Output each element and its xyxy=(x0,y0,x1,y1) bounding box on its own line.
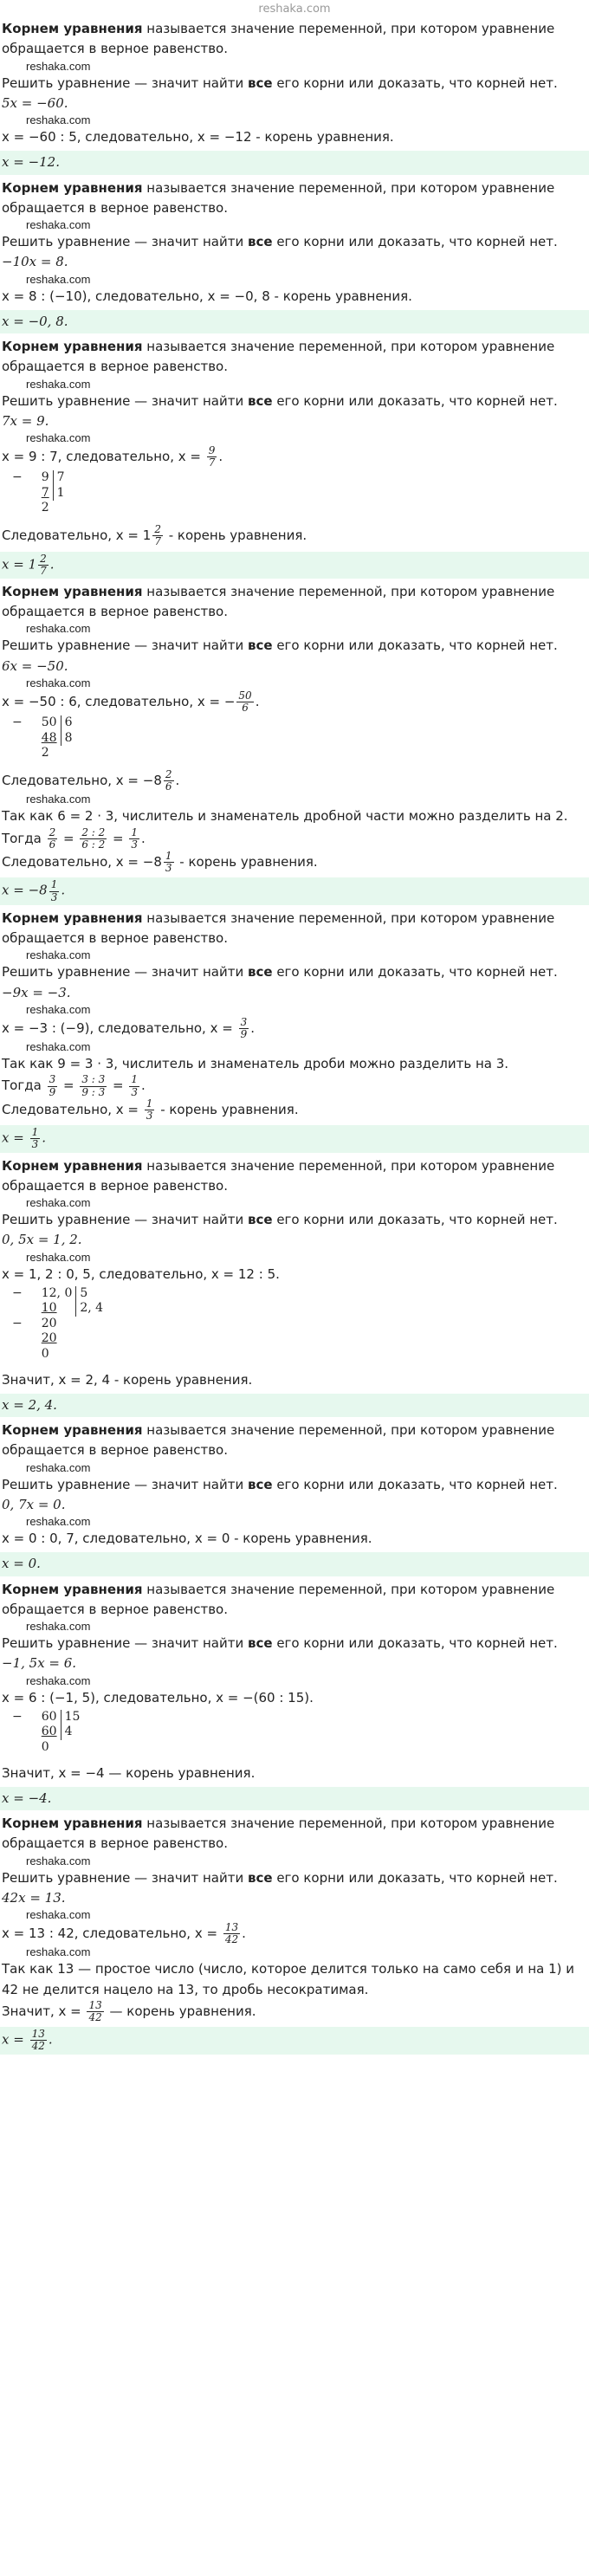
fraction-numerator: 2 xyxy=(49,825,56,838)
solve-rule-text xyxy=(0,962,589,982)
text-run: 42x = 13. xyxy=(2,1889,66,1906)
fraction-denominator: 42 xyxy=(224,1933,239,1946)
long-division-table xyxy=(9,1710,83,1756)
solve-rule-after: его корни или доказать, что корней нет. xyxy=(272,638,558,654)
solve-rule-after: его корни или доказать, что корней нет. xyxy=(272,1635,558,1651)
definition-text xyxy=(0,1580,589,1621)
text-run: x = 2, 4. xyxy=(2,1396,57,1413)
fraction-denominator: 9 xyxy=(240,1027,248,1040)
solve-rule-text xyxy=(0,1868,589,1888)
equation-e xyxy=(0,983,589,1003)
fraction xyxy=(239,1017,249,1040)
long-division-table xyxy=(9,715,75,761)
text-run: x = 6 : (−1, 5), следовательно, x = −(60 : 15). xyxy=(2,1689,314,1705)
fraction-numerator: 1 xyxy=(146,1097,153,1110)
text-run: Тогда xyxy=(2,1078,42,1094)
solve-rule-after: его корни или доказать, что корней нет. xyxy=(272,1212,558,1227)
division-minus-sign xyxy=(9,1301,38,1317)
fraction-numerator: 2 : 2 xyxy=(81,825,106,838)
fraction-numerator: 50 xyxy=(238,689,252,702)
division-spacer xyxy=(9,486,38,502)
division-spacer xyxy=(76,1317,107,1332)
division-spacer xyxy=(61,746,75,761)
solve-rule-bold: все xyxy=(247,1476,273,1492)
solve-rule-before: Решить уравнение — значит найти xyxy=(2,1635,248,1651)
solve-rule-before: Решить уравнение — значит найти xyxy=(2,1869,248,1886)
text-run: Следовательно, x = −8 xyxy=(2,854,162,871)
solve-rule-text xyxy=(0,1634,589,1654)
division-minus-sign: − xyxy=(12,470,23,485)
solve-rule-text xyxy=(0,74,589,94)
division-subtrahend: 48 xyxy=(41,730,57,745)
text-run: Значит, x = xyxy=(2,2003,86,2020)
fraction-numerator: 3 xyxy=(240,1015,248,1028)
text-run: — корень уравнения. xyxy=(105,2003,256,2020)
division-remainder: 0 xyxy=(41,1739,49,1754)
solve-rule-text xyxy=(0,1210,589,1230)
fraction-denominator: 6 xyxy=(49,838,56,851)
conclusion-line xyxy=(0,1370,589,1390)
note-line xyxy=(0,1054,589,1074)
fraction xyxy=(164,851,174,874)
definition-text xyxy=(0,582,589,623)
solve-rule-bold: все xyxy=(247,392,273,409)
definition-text xyxy=(0,337,589,378)
text-run: . xyxy=(42,1129,46,1146)
solve-rule-after: его корни или доказать, что корней нет. xyxy=(272,1476,558,1492)
text-run xyxy=(42,831,46,846)
text-run: x = 9 : 7, следовательно, x = xyxy=(2,449,205,465)
long-division-table xyxy=(9,470,68,516)
fraction-denominator: 9 xyxy=(49,1085,56,1098)
answer-box xyxy=(0,1125,589,1152)
fraction-numerator: 13 xyxy=(224,1921,239,1933)
fraction-numerator: 13 xyxy=(31,2028,45,2041)
definition-body: называется значение переменной, при котором уравнение обращается в верное равенство. xyxy=(2,179,555,216)
fraction xyxy=(223,1922,240,1945)
watermark-text: reshaka.com xyxy=(26,1673,91,1687)
solve-rule-bold: все xyxy=(247,638,273,654)
solution-line xyxy=(0,1265,589,1285)
division-quotient: 2, 4 xyxy=(76,1301,107,1317)
fraction-numerator: 1 xyxy=(131,825,139,838)
fraction xyxy=(48,827,58,851)
text-run: x = 13 : 42, следовательно, x = xyxy=(2,1926,222,1942)
text-run: Следовательно, x = xyxy=(2,1101,143,1117)
fraction-numerator: 1 xyxy=(131,1073,139,1086)
division-step: 12, 0 xyxy=(41,1285,73,1300)
division-spacer xyxy=(61,1740,83,1756)
text-run: −1, 5x = 6. xyxy=(2,1655,77,1672)
text-run: - корень уравнения. xyxy=(156,1101,299,1117)
fraction xyxy=(80,827,107,851)
division-quotient: 8 xyxy=(61,731,75,747)
division-step: 0 xyxy=(41,1346,49,1361)
solve-rule-text xyxy=(0,1475,589,1495)
text-run: −9x = −3. xyxy=(2,984,71,1000)
division-subtrahend: 60 xyxy=(41,1725,57,1739)
text-run: = xyxy=(108,1078,128,1094)
division-spacer xyxy=(53,501,68,516)
answer-box xyxy=(0,1552,589,1576)
text-run: x = −50 : 6, следовательно, x = − xyxy=(2,694,236,710)
solve-rule-text xyxy=(0,392,589,411)
text-run: Значит, x = −4 — корень уравнения. xyxy=(2,1764,256,1781)
text-run xyxy=(42,1078,46,1094)
solve-rule-before: Решить уравнение — значит найти xyxy=(2,1476,248,1492)
division-minus-sign xyxy=(9,1347,38,1362)
definition-body: называется значение переменной, при котором уравнение обращается в верное равенство. xyxy=(2,909,555,946)
watermark-text: reshaka.com xyxy=(26,622,91,636)
definition-term: Корнем уравнения xyxy=(2,1422,143,1438)
watermark-text: reshaka.com xyxy=(26,272,91,286)
division-dividend: 9 xyxy=(41,470,49,485)
division-remainder: 2 xyxy=(41,746,49,761)
text-run: Значит, x = 2, 4 - корень уравнения. xyxy=(2,1371,253,1388)
watermark-text: reshaka.com xyxy=(26,218,91,231)
answer-box xyxy=(0,151,589,174)
text-run: . xyxy=(48,2031,53,2048)
solve-rule-bold: все xyxy=(247,964,273,981)
watermark-text: reshaka.com xyxy=(26,1040,91,1054)
conclusion-line xyxy=(0,1764,589,1783)
text-run: Следовательно, x = −8 xyxy=(2,773,162,789)
text-run: x = 1, 2 : 0, 5, следовательно, x = 12 : 5. xyxy=(2,1265,280,1282)
division-spacer xyxy=(9,1725,38,1740)
watermark-text: reshaka.com xyxy=(26,1908,91,1921)
watermark-text: reshaka.com xyxy=(26,1196,91,1209)
final-line xyxy=(0,1098,589,1122)
text-run: . xyxy=(141,830,146,846)
fraction-denominator: 3 xyxy=(131,838,139,851)
solve-rule-bold: все xyxy=(247,74,273,91)
fraction-denominator: 6 xyxy=(242,702,249,715)
text-run: Так как 9 = 3 · 3, числитель и знаменатель дроби можно разделить на 3. xyxy=(2,1056,509,1072)
fraction-numerator: 3 : 3 xyxy=(81,1073,106,1086)
equation-g xyxy=(0,1495,589,1515)
division-spacer xyxy=(9,501,38,516)
division-remainder: 2 xyxy=(41,501,49,515)
final-line xyxy=(0,851,589,874)
fraction xyxy=(80,1074,107,1097)
definition-body: называется значение переменной, при котором уравнение обращается в верное равенство. xyxy=(2,1581,555,1617)
fraction xyxy=(38,553,49,577)
division-divisor: 6 xyxy=(61,715,75,731)
fraction-denominator: 3 xyxy=(131,1085,139,1098)
definition-body: называется значение переменной, при котором уравнение обращается в верное равенство. xyxy=(2,339,555,375)
watermark-text: reshaka.com xyxy=(26,1460,91,1474)
division-minus-sign: − xyxy=(12,1285,23,1300)
text-run: - корень уравнения. xyxy=(164,527,307,544)
text-run: 5x = −60. xyxy=(2,94,68,111)
text-run: = xyxy=(108,830,128,846)
solve-rule-bold: все xyxy=(247,1212,273,1227)
division-minus-sign: − xyxy=(12,1316,23,1330)
division-minus-sign: − xyxy=(12,715,23,730)
division-dividend: 60 xyxy=(41,1709,57,1724)
division-spacer xyxy=(76,1331,107,1347)
text-run: Следовательно, x = 1 xyxy=(2,527,152,544)
definition-text xyxy=(0,1421,589,1461)
fraction xyxy=(129,1074,139,1097)
fraction xyxy=(48,1074,58,1097)
text-run: x = −12. xyxy=(2,154,60,171)
watermark-text: reshaka.com xyxy=(26,1945,91,1959)
fraction-numerator: 2 xyxy=(40,552,47,565)
definition-term: Корнем уравнения xyxy=(2,179,143,196)
fraction-numerator: 3 xyxy=(49,1073,56,1086)
equation-b xyxy=(0,252,589,272)
solve-rule-before: Решить уравнение — значит найти xyxy=(2,392,248,409)
solve-rule-after: его корни или доказать, что корней нет. xyxy=(272,964,558,981)
division-divisor: 15 xyxy=(61,1710,83,1725)
long-division xyxy=(9,1286,107,1362)
fraction-denominator: 7 xyxy=(154,535,161,548)
fraction-numerator: 9 xyxy=(208,444,216,456)
definition-body: называется значение переменной, при котором уравнение обращается в верное равенство. xyxy=(2,1422,555,1459)
division-spacer xyxy=(9,731,38,747)
text-run: = xyxy=(59,830,79,846)
solve-rule-after: его корни или доказать, что корней нет. xyxy=(272,234,558,249)
division-spacer xyxy=(9,746,38,761)
text-run: x = xyxy=(2,2031,29,2048)
fraction xyxy=(236,690,253,714)
watermark-text: reshaka.com xyxy=(26,793,91,806)
solve-rule-bold: все xyxy=(247,1869,273,1886)
fraction-numerator: 1 xyxy=(31,1126,39,1139)
solve-rule-before: Решить уравнение — значит найти xyxy=(2,74,248,91)
solve-rule-bold: все xyxy=(247,234,273,249)
equation-a xyxy=(0,94,589,113)
watermark-text: reshaka.com xyxy=(26,59,91,73)
solve-rule-after: его корни или доказать, что корней нет. xyxy=(272,1869,558,1886)
solve-rule-before: Решить уравнение — значит найти xyxy=(2,234,248,249)
text-run: Тогда xyxy=(2,830,42,846)
note-line xyxy=(0,1959,589,2000)
equation-h xyxy=(0,1654,589,1673)
definition-text xyxy=(0,1814,589,1854)
long-division xyxy=(9,1710,83,1756)
fraction xyxy=(30,1127,41,1150)
text-run: . xyxy=(250,1019,255,1036)
conclusion-line xyxy=(0,524,589,547)
fraction-denominator: 6 : 2 xyxy=(81,838,106,851)
fraction-denominator: 3 xyxy=(31,1138,39,1151)
equation-c xyxy=(0,411,589,431)
text-run: x = 1 xyxy=(2,556,37,573)
watermark-text: reshaka.com xyxy=(26,1002,91,1016)
fraction-denominator: 3 xyxy=(146,1109,153,1122)
note-line xyxy=(0,806,589,826)
fraction-denominator: 7 xyxy=(208,456,216,469)
division-step: 20 xyxy=(41,1331,57,1346)
division-minus-sign: − xyxy=(12,1709,23,1724)
conclusion-line xyxy=(0,769,589,793)
watermark-text: reshaka.com xyxy=(26,1854,91,1867)
text-run: x = −60 : 5, следовательно, x = −12 - корень уравнения. xyxy=(2,129,394,145)
solution-line xyxy=(0,1017,589,1040)
division-step: 10 xyxy=(41,1301,57,1316)
text-run: . xyxy=(61,883,66,899)
division-divisor: 7 xyxy=(53,470,68,486)
text-run: Так как 13 — простое число (число, которое делится только на само себя и на 1) и 42 не делится нацело на 13, то дробь несократимая. xyxy=(2,1961,575,1997)
solution-line xyxy=(0,1688,589,1708)
fraction xyxy=(152,524,163,547)
text-run: 0, 7x = 0. xyxy=(2,1496,66,1512)
equation-d xyxy=(0,657,589,676)
solution-line xyxy=(0,690,589,714)
solve-rule-before: Решить уравнение — значит найти xyxy=(2,964,248,981)
watermark-text: reshaka.com xyxy=(26,1515,91,1528)
definition-text xyxy=(0,1156,589,1197)
fraction xyxy=(30,2029,47,2052)
text-run: x = 8 : (−10), следовательно, x = −0, 8 - корень уравнения. xyxy=(2,288,412,304)
fraction-numerator: 1 xyxy=(165,850,172,862)
solve-rule-before: Решить уравнение — значит найти xyxy=(2,638,248,654)
text-run: x = −8 xyxy=(2,883,48,899)
definition-term: Корнем уравнения xyxy=(2,1581,143,1597)
text-run: Так как 6 = 2 · 3, числитель и знаменатель дробной части можно разделить на 2. xyxy=(2,808,568,825)
text-run: . xyxy=(141,1078,146,1094)
text-run: 0, 5x = 1, 2. xyxy=(2,1232,82,1248)
answer-box xyxy=(0,1394,589,1417)
reduction-line xyxy=(0,827,589,851)
division-divisor: 5 xyxy=(76,1286,107,1302)
watermark-text: reshaka.com xyxy=(26,948,91,962)
solution-line xyxy=(0,1922,589,1945)
answer-box xyxy=(0,2027,589,2054)
fraction-numerator: 2 xyxy=(154,523,161,536)
fraction xyxy=(207,445,217,469)
long-division xyxy=(9,715,75,761)
division-spacer xyxy=(76,1347,107,1362)
text-run: . xyxy=(49,556,55,573)
solutions-container xyxy=(0,19,589,2055)
definition-text xyxy=(0,19,589,60)
final-line xyxy=(0,2000,589,2023)
division-dividend: 50 xyxy=(41,715,57,730)
equation-i xyxy=(0,1888,589,1908)
solve-rule-before: Решить уравнение — значит найти xyxy=(2,1212,248,1227)
fraction xyxy=(87,2000,103,2023)
definition-term: Корнем уравнения xyxy=(2,909,143,926)
definition-body: называется значение переменной, при котором уравнение обращается в верное равенство. xyxy=(2,21,555,57)
solution-line xyxy=(0,445,589,469)
fraction-denominator: 3 xyxy=(50,890,58,903)
text-run: x = −0, 8. xyxy=(2,313,68,329)
text-run: x = xyxy=(2,1129,29,1146)
answer-box xyxy=(0,310,589,333)
fraction-numerator: 2 xyxy=(165,768,172,780)
definition-term: Корнем уравнения xyxy=(2,1157,143,1174)
definition-term: Корнем уравнения xyxy=(2,583,143,599)
fraction-denominator: 6 xyxy=(165,780,172,793)
fraction-numerator: 13 xyxy=(88,1998,102,2011)
fraction-denominator: 7 xyxy=(40,564,47,577)
fraction-numerator: 1 xyxy=(50,878,58,891)
watermark-text: reshaka.com xyxy=(26,377,91,391)
equation-f xyxy=(0,1230,589,1250)
solve-rule-after: его корни или доказать, что корней нет. xyxy=(272,74,558,91)
fraction xyxy=(49,879,60,903)
solution-line xyxy=(0,1529,589,1549)
definition-term: Корнем уравнения xyxy=(2,1815,143,1831)
watermark-text: reshaka.com xyxy=(26,676,91,689)
definition-body: называется значение переменной, при котором уравнение обращается в верное равенство. xyxy=(2,583,555,620)
division-spacer xyxy=(9,1740,38,1756)
solve-rule-bold: все xyxy=(247,1635,273,1651)
text-run: 7x = 9. xyxy=(2,412,49,429)
definition-term: Корнем уравнения xyxy=(2,21,143,36)
fraction xyxy=(145,1098,155,1122)
solution-line xyxy=(0,127,589,147)
watermark-text: reshaka.com xyxy=(26,113,91,126)
fraction-denominator: 3 xyxy=(165,862,172,875)
definition-body: называется значение переменной, при котором уравнение обращается в верное равенство. xyxy=(2,1815,555,1852)
division-quotient: 4 xyxy=(61,1725,83,1740)
definition-text xyxy=(0,909,589,949)
fraction-denominator: 42 xyxy=(88,2011,102,2024)
reduction-line xyxy=(0,1074,589,1097)
definition-text xyxy=(0,178,589,219)
definition-body: называется значение переменной, при котором уравнение обращается в верное равенство. xyxy=(2,1157,555,1194)
division-minus-sign xyxy=(9,1331,38,1347)
fraction-denominator: 42 xyxy=(31,2040,45,2053)
fraction xyxy=(164,769,174,793)
text-run: 6x = −50. xyxy=(2,657,68,674)
text-run: x = 0 : 0, 7, следовательно, x = 0 - корень уравнения. xyxy=(2,1531,372,1546)
text-run: . xyxy=(218,449,223,465)
answer-box xyxy=(0,877,589,904)
fraction-denominator: 9 : 3 xyxy=(81,1085,106,1098)
text-run: x = 0. xyxy=(2,1556,41,1572)
text-run: . xyxy=(242,1926,246,1942)
fraction xyxy=(129,827,139,851)
solve-rule-text xyxy=(0,232,589,252)
definition-term: Корнем уравнения xyxy=(2,339,143,354)
text-run: - корень уравнения. xyxy=(175,854,318,871)
division-step: 20 xyxy=(41,1316,57,1330)
text-run: x = −4. xyxy=(2,1790,52,1806)
long-division-table xyxy=(9,1286,107,1362)
text-run: = xyxy=(59,1078,79,1094)
text-run: . xyxy=(175,773,180,789)
text-run: . xyxy=(255,694,260,710)
answer-box xyxy=(0,1787,589,1810)
watermark-text: reshaka.com xyxy=(26,1250,91,1264)
watermark-text: reshaka.com xyxy=(26,431,91,444)
division-subtrahend: 7 xyxy=(41,485,49,500)
text-run: x = −3 : (−9), следовательно, x = xyxy=(2,1019,237,1036)
site-logo[interactable]: reshaka.com xyxy=(258,3,331,16)
text-run: −10x = 8. xyxy=(2,254,68,270)
solve-rule-after: его корни или доказать, что корней нет. xyxy=(272,392,558,409)
solution-line xyxy=(0,287,589,307)
long-division xyxy=(9,470,68,516)
solve-rule-text xyxy=(0,636,589,656)
watermark-text: reshaka.com xyxy=(26,1620,91,1633)
division-quotient: 1 xyxy=(53,486,68,502)
answer-box xyxy=(0,552,589,579)
